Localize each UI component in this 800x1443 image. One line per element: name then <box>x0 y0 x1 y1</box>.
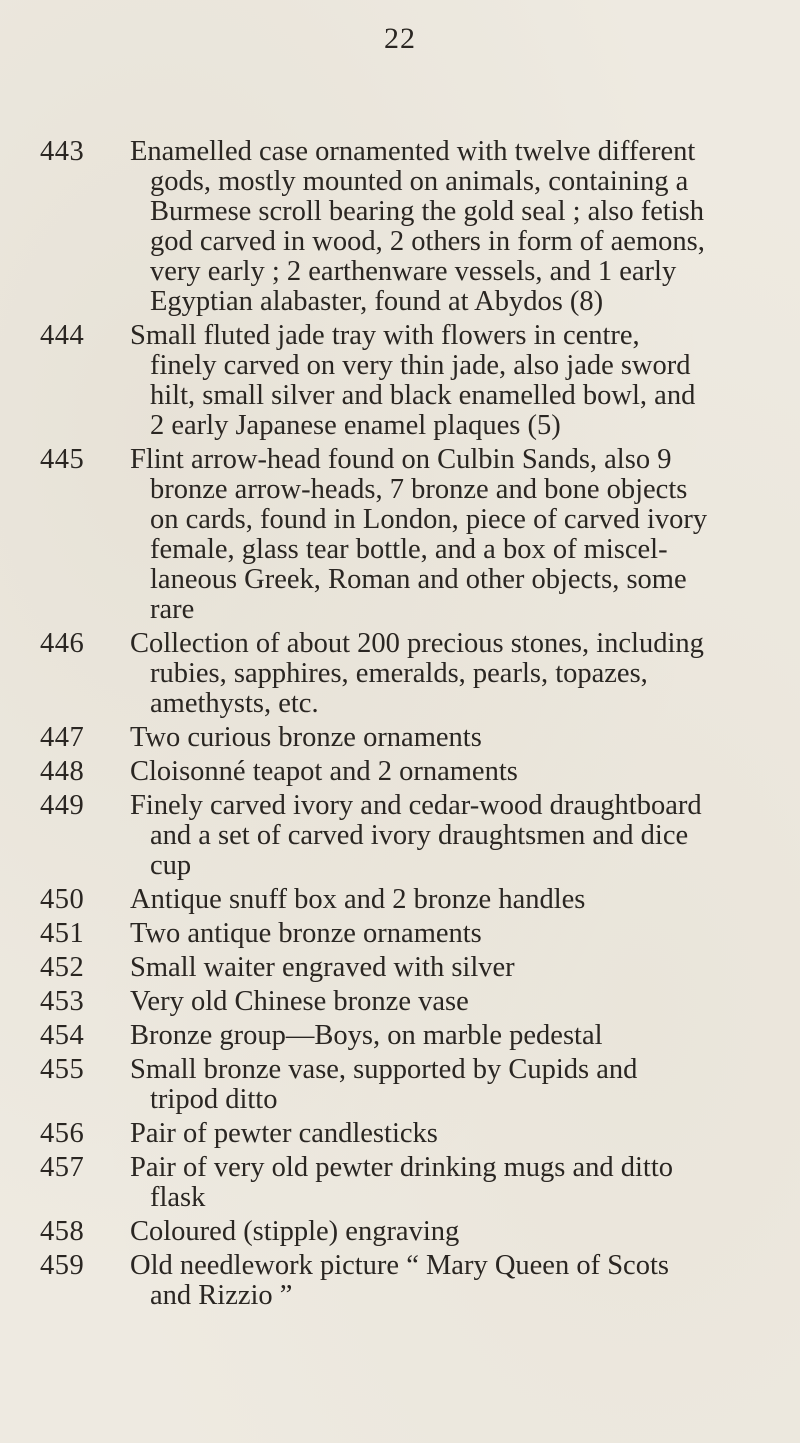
lot-number: 457 <box>40 1152 85 1183</box>
lot-description <box>120 757 795 787</box>
lot-description <box>120 445 795 625</box>
lot-number: 459 <box>40 1250 85 1281</box>
lot-description <box>120 1021 795 1051</box>
lot-description <box>120 919 795 949</box>
description-line: Enamelled case ornamented with twelve different <box>130 136 696 167</box>
lot-number: 445 <box>40 444 85 475</box>
description-line: Small bronze vase, supported by Cupids and <box>130 1054 638 1085</box>
lot-description <box>120 629 795 719</box>
lot-description <box>120 1251 795 1311</box>
description-line: tripod ditto <box>150 1084 278 1115</box>
description-line: Burmese scroll bearing the gold seal ; also fetish <box>150 196 705 227</box>
lot-description <box>120 885 795 915</box>
description-line: cup <box>150 850 192 881</box>
lot-entry <box>0 885 800 915</box>
lot-entry <box>0 791 800 881</box>
lot-description <box>120 1055 795 1115</box>
lot-number: 451 <box>40 918 85 949</box>
lot-entry <box>0 919 800 949</box>
description-line: and a set of carved ivory draughtsmen and dice <box>150 820 689 851</box>
description-line: 2 early Japanese enamel plaques (5) <box>150 410 561 441</box>
lot-entry <box>0 1055 800 1115</box>
lot-entry <box>0 723 800 753</box>
description-line: Coloured (stipple) engraving <box>130 1216 460 1247</box>
description-line: bronze arrow-heads, 7 bronze and bone objects <box>150 474 688 505</box>
lot-number: 453 <box>40 986 85 1017</box>
lot-number: 443 <box>40 136 85 167</box>
lot-entry <box>0 629 800 719</box>
lot-list <box>0 137 800 1315</box>
lot-description <box>120 1119 795 1149</box>
lot-entry <box>0 953 800 983</box>
description-line: finely carved on very thin jade, also jade sword <box>150 350 691 381</box>
lot-description <box>120 137 795 317</box>
description-line: Pair of very old pewter drinking mugs and ditto <box>130 1152 673 1183</box>
description-line: laneous Greek, Roman and other objects, some <box>150 564 687 595</box>
lot-entry <box>0 1251 800 1311</box>
lot-number: 444 <box>40 320 85 351</box>
lot-description <box>120 321 795 441</box>
lot-description <box>120 987 795 1017</box>
lot-entry <box>0 1217 800 1247</box>
lot-number: 447 <box>40 722 85 753</box>
description-line: and Rizzio ” <box>150 1280 293 1311</box>
lot-entry <box>0 137 800 317</box>
lot-number: 456 <box>40 1118 85 1149</box>
description-line: Flint arrow-head found on Culbin Sands, also 9 <box>130 444 672 475</box>
description-line: Collection of about 200 precious stones, including <box>130 628 704 659</box>
lot-number: 446 <box>40 628 85 659</box>
description-line: on cards, found in London, piece of carved ivory <box>150 504 708 535</box>
description-line: Very old Chinese bronze vase <box>130 986 469 1017</box>
description-line: Two curious bronze ornaments <box>130 722 482 753</box>
lot-number: 450 <box>40 884 85 915</box>
description-line: Cloisonné teapot and 2 ornaments <box>130 756 518 787</box>
lot-number: 452 <box>40 952 85 983</box>
description-line: gods, mostly mounted on animals, containing a <box>150 166 689 197</box>
description-line: hilt, small silver and black enamelled bowl, and <box>150 380 696 411</box>
lot-entry <box>0 1153 800 1213</box>
description-line: god carved in wood, 2 others in form of aemons, <box>150 226 705 257</box>
lot-entry <box>0 445 800 625</box>
lot-description <box>120 791 795 881</box>
lot-description <box>120 953 795 983</box>
lot-number: 455 <box>40 1054 85 1085</box>
description-line: amethysts, etc. <box>150 688 319 719</box>
description-line: Two antique bronze ornaments <box>130 918 482 949</box>
lot-number: 454 <box>40 1020 85 1051</box>
lot-entry <box>0 757 800 787</box>
description-line: Antique snuff box and 2 bronze handles <box>130 884 586 915</box>
lot-number: 448 <box>40 756 85 787</box>
description-line: Small fluted jade tray with flowers in centre, <box>130 320 640 351</box>
lot-number: 458 <box>40 1216 85 1247</box>
description-line: Small waiter engraved with silver <box>130 952 515 983</box>
lot-entry <box>0 321 800 441</box>
description-line: flask <box>150 1182 206 1213</box>
description-line: Pair of pewter candlesticks <box>130 1118 438 1149</box>
lot-number: 449 <box>40 790 85 821</box>
lot-entry <box>0 1119 800 1149</box>
description-line: very early ; 2 earthenware vessels, and 1 early <box>150 256 677 287</box>
description-line: rare <box>150 594 195 625</box>
description-line: Finely carved ivory and cedar-wood draughtboard <box>130 790 702 821</box>
description-line: Egyptian alabaster, found at Abydos (8) <box>150 286 604 317</box>
description-line: female, glass tear bottle, and a box of miscel- <box>150 534 668 565</box>
lot-description <box>120 1153 795 1213</box>
lot-description <box>120 723 795 753</box>
lot-entry <box>0 1021 800 1051</box>
description-line: Old needlework picture “ Mary Queen of Scots <box>130 1250 669 1281</box>
lot-description <box>120 1217 795 1247</box>
page-number: 22 <box>384 22 416 55</box>
description-line: rubies, sapphires, emeralds, pearls, topazes, <box>150 658 648 689</box>
lot-entry <box>0 987 800 1017</box>
description-line: Bronze group—Boys, on marble pedestal <box>130 1020 603 1051</box>
